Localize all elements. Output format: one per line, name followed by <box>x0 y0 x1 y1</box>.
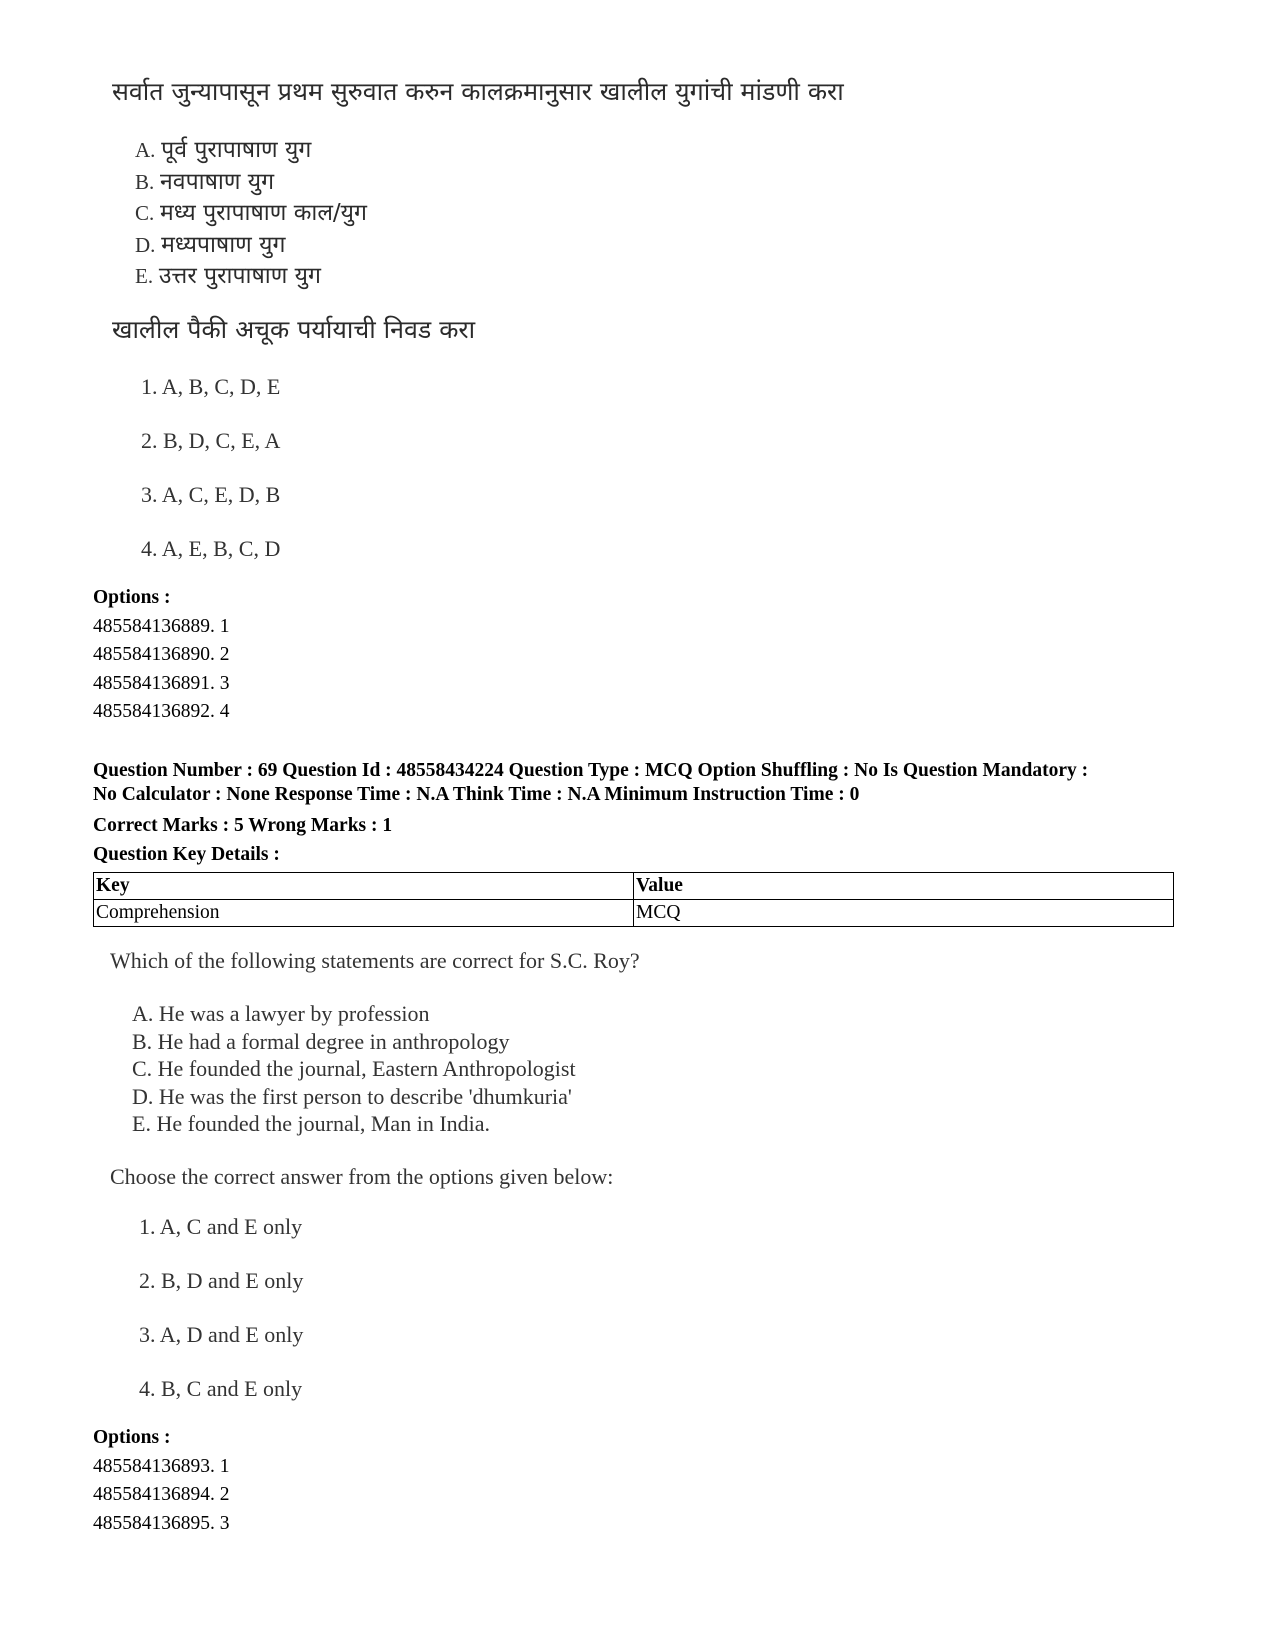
list-item: D. मध्यपाषाण युग <box>135 231 286 258</box>
question-69-stem: Which of the following statements are correct for S.C. Roy? <box>110 948 640 973</box>
list-item: B. He had a formal degree in anthropology <box>132 1028 510 1054</box>
list-item: C. He founded the journal, Eastern Anthropologist <box>132 1056 576 1081</box>
answer-choice: 1. A, B, C, D, E <box>141 374 281 399</box>
question-68-choose-prompt: खालील पैकी अचूक पर्यायाची निवड करा <box>112 315 476 344</box>
table-header-row <box>94 873 1174 900</box>
option-id: 485584136891. 3 <box>93 672 230 694</box>
question-69-header <box>93 759 1183 807</box>
question-68-options <box>93 584 230 727</box>
question-key-table <box>93 872 1174 927</box>
answer-choice: 1. A, C and E only <box>139 1214 303 1239</box>
question-69-options <box>93 1424 230 1538</box>
question-69-marks: Correct Marks : 5 Wrong Marks : 1 <box>93 815 393 836</box>
list-item: B. नवपाषाण युग <box>135 168 275 195</box>
table-header-key: Key <box>94 873 634 900</box>
table-cell: MCQ <box>634 900 1174 927</box>
list-item: D. He was the first person to describe 'dhumkuria' <box>132 1083 572 1109</box>
table-header-value: Value <box>634 873 1174 900</box>
list-item: E. उत्तर पुरापाषाण युग <box>135 263 321 289</box>
question-69-answer-list <box>139 1212 303 1428</box>
option-id: 485584136893. 1 <box>93 1455 230 1477</box>
list-item: A. He was a lawyer by profession <box>132 1001 430 1026</box>
question-68-items <box>135 134 367 292</box>
question-69-choose-prompt: Choose the correct answer from the options given below: <box>110 1164 614 1189</box>
answer-choice: 2. B, D, C, E, A <box>141 428 281 453</box>
question-key-details-title: Question Key Details : <box>93 844 280 865</box>
option-id: 485584136894. 2 <box>93 1484 230 1505</box>
answer-choice: 4. A, E, B, C, D <box>141 536 281 561</box>
list-item: C. मध्य पुरापाषाण काल/युग <box>135 200 367 226</box>
table-cell: Comprehension <box>94 900 634 927</box>
answer-choice: 3. A, D and E only <box>139 1322 304 1347</box>
list-item: A. पूर्व पुरापाषाण युग <box>135 137 312 163</box>
question-69-items <box>132 1000 576 1138</box>
options-title: Options : <box>93 587 171 608</box>
answer-choice: 4. B, C and E only <box>139 1376 303 1401</box>
question-69-header-line1: Question Number : 69 Question Id : 48558434224 Question Type : MCQ Option Shuffling : No Is Question Mandatory : <box>93 760 1089 781</box>
option-id: 485584136889. 1 <box>93 615 230 637</box>
options-title: Options : <box>93 1427 171 1448</box>
question-68-stem: सर्वात जुन्यापासून प्रथम सुरुवात करुन कालक्रमानुसार खालील युगांची मांडणी करा <box>112 77 844 106</box>
answer-choice: 2. B, D and E only <box>139 1268 304 1293</box>
option-id: 485584136895. 3 <box>93 1512 230 1534</box>
option-id: 485584136890. 2 <box>93 644 230 665</box>
option-id: 485584136892. 4 <box>93 701 230 722</box>
answer-choice: 3. A, C, E, D, B <box>141 482 281 507</box>
question-68-answer-list <box>141 372 280 588</box>
question-69-header-line2: No Calculator : None Response Time : N.A Think Time : N.A Minimum Instruction Time : 0 <box>93 784 860 805</box>
list-item: E. He founded the journal, Man in India. <box>132 1111 491 1136</box>
table-row <box>94 900 1174 927</box>
